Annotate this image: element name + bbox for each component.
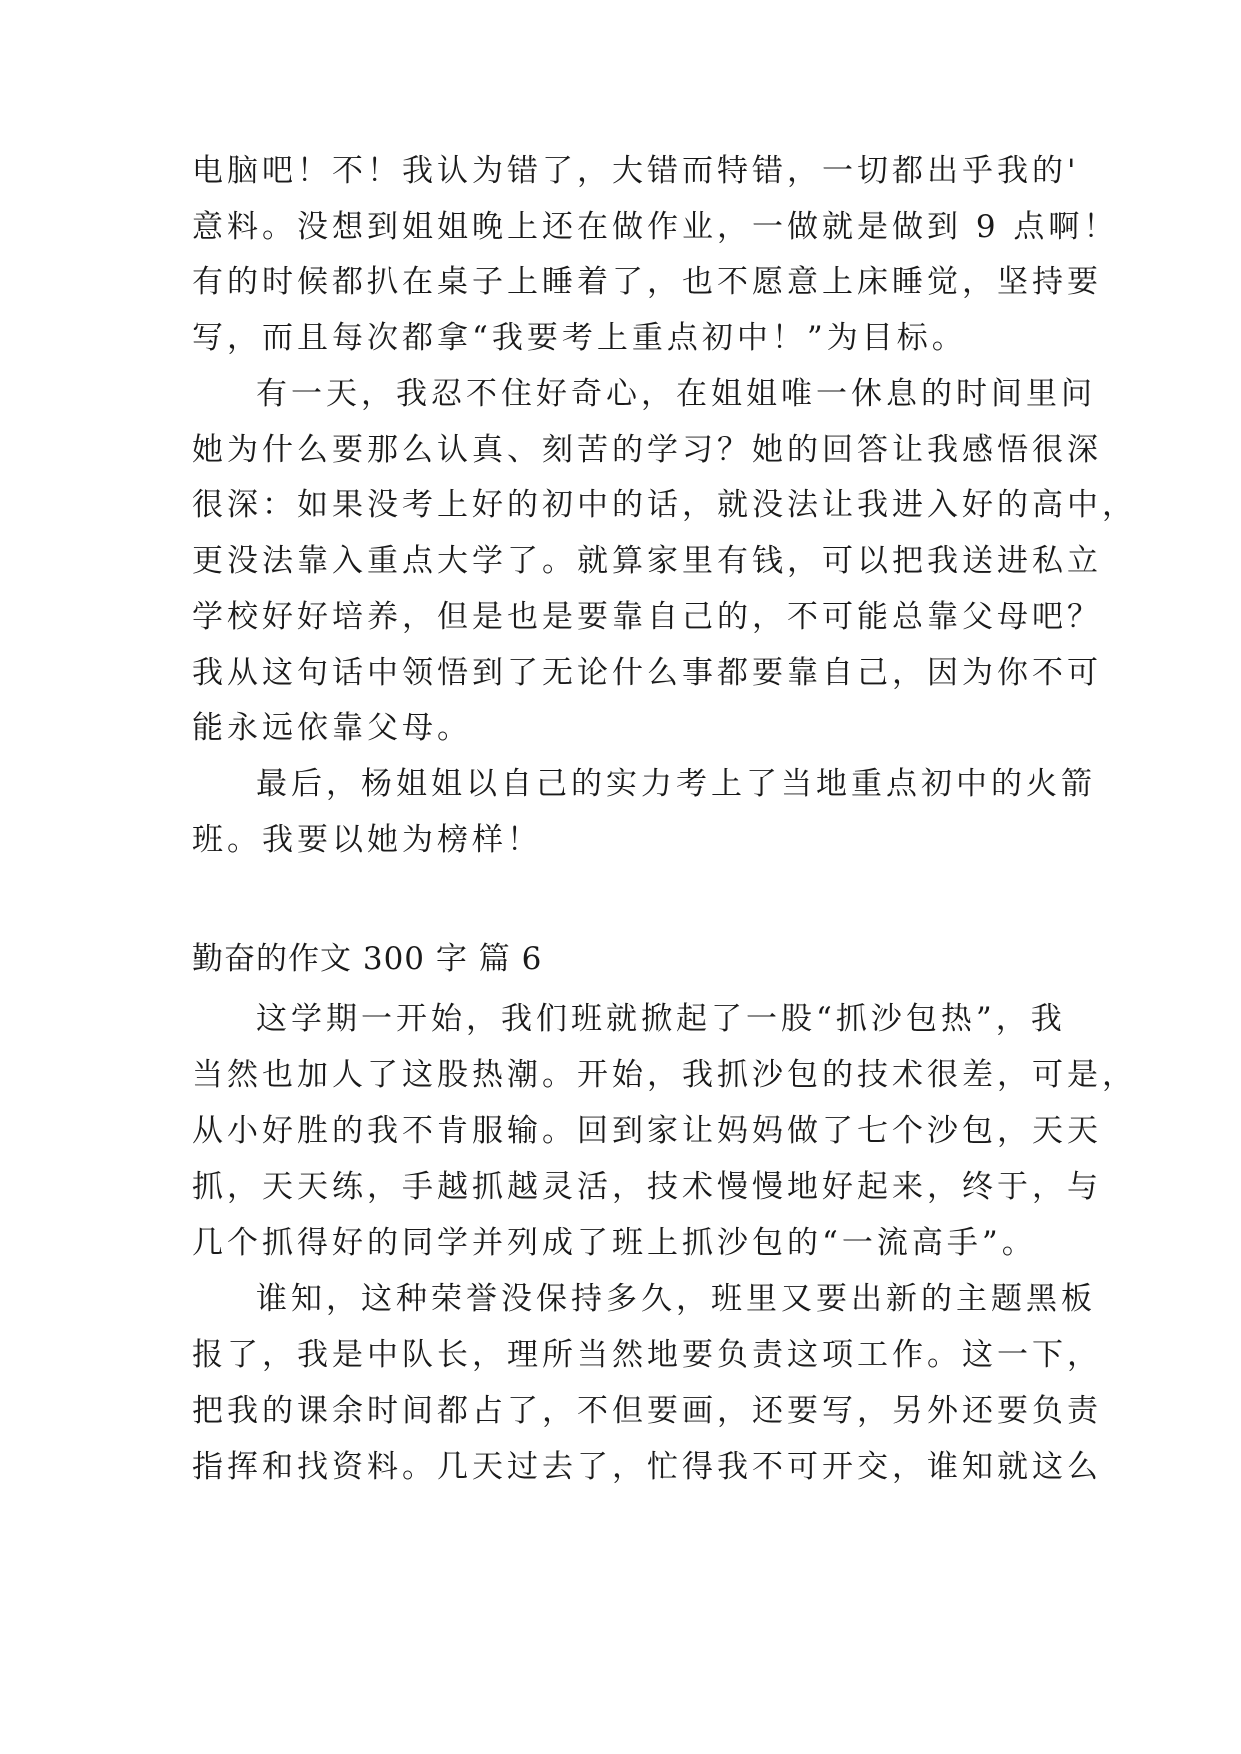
text-line: 抓，天天练，手越抓越灵活，技术慢慢地好起来，终于，与 [192,1169,1102,1205]
text-line: 更没法靠入重点大学了。就算家里有钱，可以把我送进私立 [192,543,1102,579]
text-line: 几个抓得好的同学并列成了班上抓沙包的“一流高手”。 [192,1225,1037,1261]
text-line: 当然也加人了这股热潮。开始，我抓沙包的技术很差，可是， [192,1057,1137,1093]
text-line: 指挥和找资料。几天过去了，忙得我不可开交，谁知就这么 [192,1449,1102,1485]
paragraph-first-line: 有一天，我忍不住好奇心，在姐姐唯一休息的时间里问 [256,376,1096,412]
text-line: 很深：如果没考上好的初中的话，就没法让我进入好的高中， [192,487,1137,523]
text-line: 她为什么要那么认真、刻苦的学习？她的回答让我感悟很深 [192,432,1102,468]
text-line: 学校好好培养，但是也是要靠自己的，不可能总靠父母吧？ [192,599,1102,635]
section-heading: 勤奋的作文 300 字 篇 6 [192,941,543,977]
text-line: 把我的课余时间都占了，不但要画，还要写，另外还要负责 [192,1393,1102,1429]
text-line: 能永远依靠父母。 [192,710,472,746]
text-line: 意料。没想到姐姐晚上还在做作业，一做就是做到 9 点啊！ [192,209,1119,245]
text-line: 报了，我是中队长，理所当然地要负责这项工作。这一下， [192,1337,1102,1373]
paragraph-first-line: 谁知，这种荣誉没保持多久，班里又要出新的主题黑板 [256,1281,1096,1317]
paragraph-first-line: 最后，杨姐姐以自己的实力考上了当地重点初中的火箭 [256,766,1096,802]
text-line: 我从这句话中领悟到了无论什么事都要靠自己，因为你不可 [192,655,1102,691]
text-line: 有的时候都扒在桌子上睡着了，也不愿意上床睡觉，坚持要 [192,264,1102,300]
text-line: 从小好胜的我不肯服输。回到家让妈妈做了七个沙包，天天 [192,1113,1102,1149]
text-line: 电脑吧！不！我认为错了，大错而特错，一切都出乎我的' [192,153,1080,189]
text-line: 班。我要以她为榜样！ [192,822,542,858]
text-line: 写，而且每次都拿“我要考上重点初中！”为目标。 [192,320,967,356]
paragraph-first-line: 这学期一开始，我们班就掀起了一股“抓沙包热”，我 [256,1001,1066,1037]
